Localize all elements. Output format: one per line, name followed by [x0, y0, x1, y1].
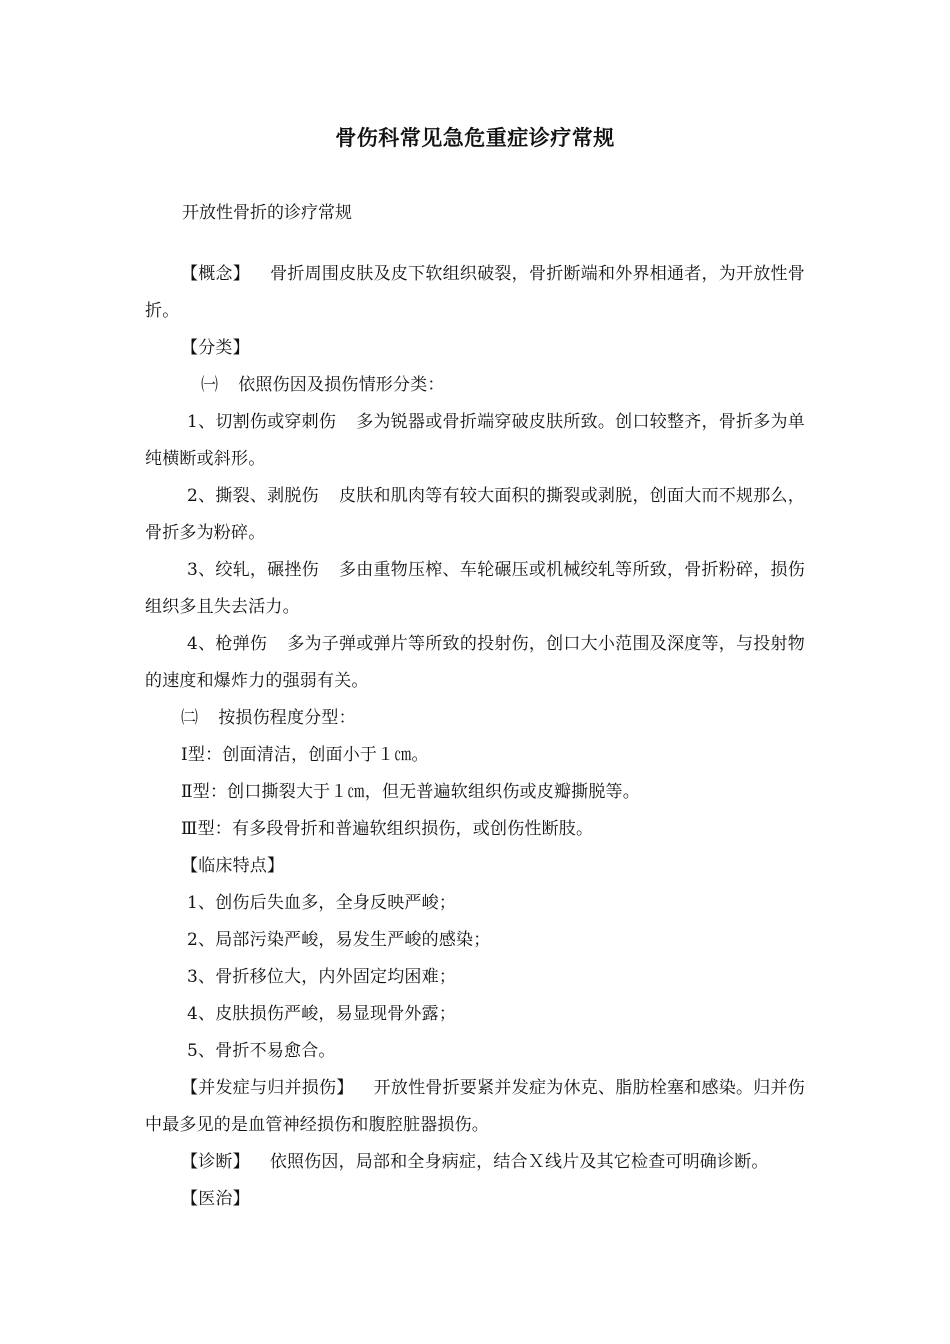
item-description: 皮肤和肌肉等有较大面积的撕裂或剥脱，创面大而不规那么，骨折多为粉碎。	[145, 486, 805, 543]
complication-paragraph	[145, 1070, 805, 1144]
item-name: 绞轧，碾挫伤	[215, 560, 319, 580]
sub-marker: ㈡	[181, 708, 199, 728]
document-title: 骨伤科常见急危重症诊疗常规	[335, 125, 615, 150]
sub-marker: ㈠	[201, 375, 219, 395]
clinical-item: 2、局部污染严峻，易发生严峻的感染；	[187, 930, 491, 950]
sub-text: 按损伤程度分型：	[218, 708, 356, 728]
item-number: 2、	[187, 486, 216, 506]
item-name: 撕裂、剥脱伤	[215, 486, 319, 506]
clinical-item: 5、骨折不易愈合。	[187, 1041, 336, 1061]
severity-type-item: Ⅰ型：创面清洁，创面小于１㎝。	[181, 745, 429, 765]
document-body	[145, 256, 805, 1218]
item-name: 切割伤或穿刺伤	[215, 412, 337, 432]
clinical-item: 4、皮肤损伤严峻，易显现骨外露；	[187, 1004, 457, 1024]
item-number: 4、	[187, 634, 216, 654]
item-description: 多为锐器或骨折端穿破皮肤所致。创口较整齐，骨折多为单纯横断或斜形。	[145, 412, 805, 469]
injury-type-item	[145, 552, 805, 626]
classification-heading: 【分类】	[181, 338, 250, 358]
severity-type-item: Ⅲ型：有多段骨折和普遍软组织损伤，或创伤性断肢。	[181, 819, 594, 839]
diagnosis-text: 依照伤因，局部和全身病症，结合Ｘ线片及其它检查可明确诊断。	[269, 1152, 769, 1172]
concept-label: 【概念】	[181, 264, 251, 284]
section-title: 开放性骨折的诊疗常规	[182, 203, 352, 223]
severity-type-item: Ⅱ型：创口撕裂大于１㎝，但无普遍软组织伤或皮瓣撕脱等。	[181, 782, 640, 802]
classification-subheading-1	[145, 367, 805, 404]
item-number: 1、	[187, 412, 216, 432]
injury-type-item	[145, 478, 805, 552]
concept-paragraph	[145, 256, 805, 330]
clinical-heading: 【临床特点】	[181, 856, 285, 876]
item-description: 多由重物压榨、车轮碾压或机械绞轧等所致，骨折粉碎，损伤组织多且失去活力。	[145, 560, 805, 617]
treatment-heading: 【医治】	[181, 1189, 250, 1209]
classification-subheading-2	[145, 700, 805, 737]
item-description: 多为子弹或弹片等所致的投射伤，创口大小范围及深度等，与投射物的速度和爆炸力的强弱有关。	[145, 634, 806, 691]
clinical-item: 3、骨折移位大，内外固定均困难；	[187, 967, 457, 987]
injury-type-item	[145, 404, 805, 478]
complication-label: 【并发症与归并损伤】	[181, 1078, 354, 1098]
item-name: 枪弹伤	[215, 634, 268, 654]
diagnosis-paragraph	[145, 1144, 805, 1181]
clinical-item: 1、创伤后失血多，全身反映严峻；	[187, 893, 457, 913]
item-number: 3、	[187, 560, 216, 580]
concept-text: 骨折周围皮肤及皮下软组织破裂，骨折断端和外界相通者，为开放性骨折。	[145, 264, 805, 321]
diagnosis-label: 【诊断】	[181, 1152, 250, 1172]
injury-type-item	[145, 626, 805, 700]
sub-text: 依照伤因及损伤情形分类：	[238, 375, 445, 395]
complication-text: 开放性骨折要紧并发症为休克、脂肪栓塞和感染。归并伤中最多见的是血管神经损伤和腹腔脏器损伤。	[145, 1078, 806, 1135]
